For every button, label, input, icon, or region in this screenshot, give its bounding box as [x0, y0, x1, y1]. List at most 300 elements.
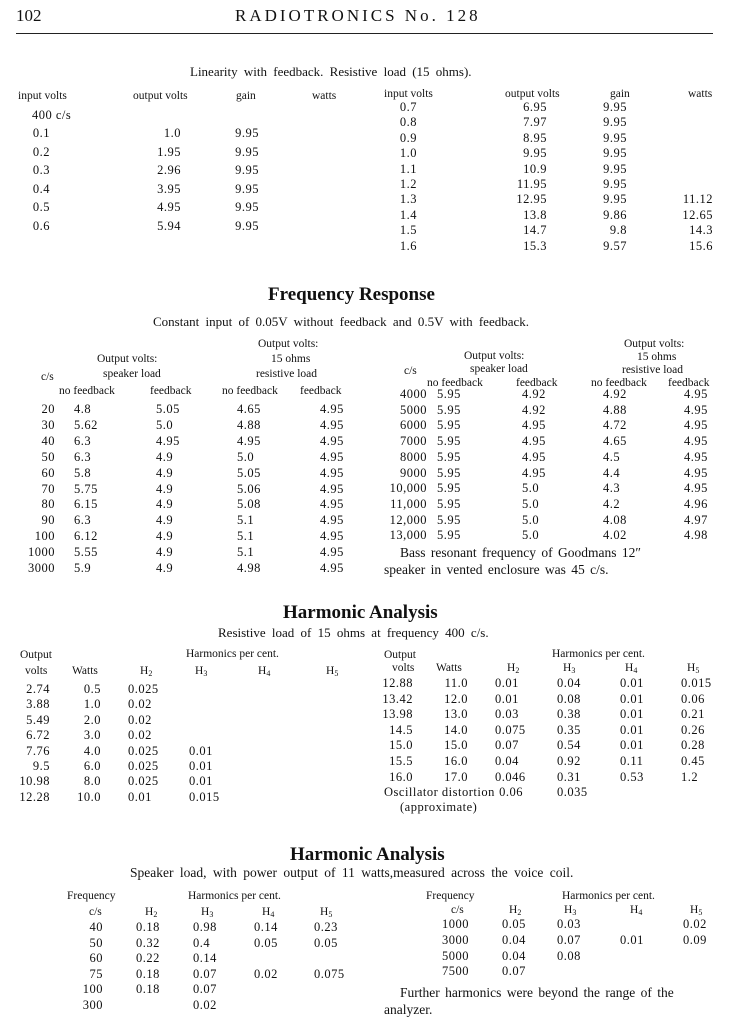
- table-cell: 13,000: [389, 528, 427, 543]
- table-cell: 4.97: [684, 512, 708, 527]
- table-cell: 0.02: [128, 697, 152, 712]
- header-rule: [16, 33, 713, 34]
- table-cell: 6.3: [74, 433, 92, 448]
- table-cell: 0.025: [128, 774, 159, 789]
- table-cell: 0.01: [495, 691, 519, 706]
- table-cell: 9.95: [235, 219, 259, 233]
- table-cell: 11.0: [444, 676, 468, 690]
- table-cell: 0.07: [193, 966, 217, 981]
- table-cell: 12.0: [444, 691, 468, 706]
- table-cell: 0.6: [32, 219, 50, 233]
- table-cell: 0.98: [193, 920, 217, 934]
- table-cell: 0.01: [495, 676, 519, 690]
- header-no-feedback: no feedback: [222, 385, 278, 397]
- table-cell: 16.0: [444, 754, 468, 768]
- table-cell: 5.95: [437, 402, 461, 417]
- table-cell: 75: [89, 966, 103, 981]
- table-cell: 0.09: [683, 932, 707, 947]
- header-output: Output: [20, 649, 52, 661]
- table-cell: 4.65: [603, 434, 627, 449]
- table-cell: 9.57: [603, 238, 627, 253]
- table-cell: 0.075: [314, 966, 345, 981]
- table-cell: 5.95: [437, 465, 461, 480]
- header-h2: $H_2$: [509, 904, 522, 917]
- table-cell: 4.95: [684, 449, 708, 464]
- table-cell: 0.01: [189, 774, 213, 789]
- header-volts: volts: [392, 662, 415, 674]
- table-cell: 5.0: [522, 512, 540, 527]
- table-cell: 5.0: [522, 528, 540, 543]
- table-cell: 4.95: [320, 497, 344, 512]
- table-cell: 4.95: [684, 465, 708, 480]
- col-header-watts: watts: [688, 88, 713, 100]
- table-cell: 0.025: [128, 682, 159, 696]
- table-cell: 5.1: [237, 545, 255, 560]
- table-cell: 5.75: [74, 481, 98, 496]
- table-cell: 1.2: [681, 769, 699, 784]
- header-speaker-load: speaker load: [103, 368, 161, 380]
- header-frequency: Frequency: [67, 890, 116, 902]
- table-cell: 6.3: [74, 449, 92, 464]
- col-header-output-volts: output volts: [133, 90, 188, 102]
- table-cell: 1.5: [399, 223, 417, 238]
- table-cell: 4.92: [522, 387, 546, 401]
- col-header-input-volts: input volts: [18, 90, 67, 102]
- table-cell: 0.35: [557, 722, 581, 737]
- table-cell: 12.65: [682, 207, 713, 222]
- table-cell: 4.95: [320, 529, 344, 544]
- header-cs: c/s: [404, 365, 417, 377]
- table-cell: 50: [89, 935, 103, 950]
- table-cell: 0.38: [557, 707, 581, 722]
- table-cell: 5.95: [437, 387, 461, 401]
- frequency-label: 400 c/s: [32, 108, 72, 122]
- table-cell: 0.04: [557, 676, 581, 690]
- table-cell: 17.0: [444, 769, 468, 784]
- section-title: Harmonic Analysis: [290, 844, 445, 865]
- table-cell: 0.01: [620, 691, 644, 706]
- table-cell: 0.07: [495, 738, 519, 753]
- table-cell: 4.95: [320, 561, 344, 575]
- header-resistive-load: resistive load: [622, 364, 683, 376]
- table-cell: 0.02: [193, 998, 217, 1012]
- table-cell: 0.28: [681, 738, 705, 753]
- header-h2: $H_2$: [145, 906, 158, 919]
- table-cell: 5.05: [237, 465, 261, 480]
- table-cell: 4.9: [156, 481, 174, 496]
- table-cell: 4.3: [603, 481, 621, 496]
- table-cell: 5000: [400, 402, 427, 417]
- section-title: Frequency Response: [268, 284, 435, 305]
- table-cell: 4.95: [522, 449, 546, 464]
- table-cell: 0.015: [681, 676, 712, 690]
- table-cell: 4.8: [74, 402, 92, 416]
- table-cell: 0.05: [314, 935, 338, 950]
- table-cell: 5.49: [26, 712, 50, 727]
- table-cell: 2.74: [26, 682, 50, 696]
- table-cell: 100: [82, 982, 103, 997]
- table-cell: 4.0: [83, 743, 101, 758]
- table-cell: 0.14: [193, 951, 217, 966]
- header-15-ohms: 15 ohms: [637, 351, 677, 363]
- header-feedback: feedback: [150, 385, 192, 397]
- table-cell: 9.95: [603, 177, 627, 191]
- table-cell: 4.95: [237, 433, 261, 448]
- table-cell: 0.18: [136, 966, 160, 981]
- table-cell: 10.0: [77, 789, 101, 804]
- table-cell: 1.3: [399, 192, 417, 207]
- table-cell: 70: [41, 481, 55, 496]
- table-cell: 11.95: [516, 177, 547, 191]
- table-cell: 0.18: [136, 982, 160, 997]
- table-cell: 9.95: [603, 192, 627, 207]
- table-cell: 80: [41, 497, 55, 512]
- table-cell: 5.94: [157, 219, 181, 233]
- table-cell: 0.4: [193, 935, 211, 950]
- header-frequency: Frequency: [426, 890, 475, 902]
- header-h3: $H_3$: [564, 904, 577, 917]
- table-cell: 14.3: [689, 223, 713, 238]
- table-cell: 5.0: [156, 417, 174, 432]
- header-speaker-load: speaker load: [470, 363, 528, 375]
- table-cell: 4000: [400, 387, 427, 401]
- table-cell: 40: [89, 920, 103, 934]
- table-cell: 5.0: [237, 449, 255, 464]
- table-cell: 9.95: [603, 161, 627, 176]
- table-cell: 4.65: [237, 402, 261, 416]
- table-cell: 4.95: [522, 465, 546, 480]
- table-cell: 4.95: [320, 513, 344, 528]
- table-cell: 12.88: [382, 676, 413, 690]
- table-cell: 12.28: [19, 789, 50, 804]
- table-cell: 5.62: [74, 417, 98, 432]
- table-cell: 13.42: [382, 691, 413, 706]
- further-harmonics-note: Further harmonics were beyond the range of the: [400, 985, 674, 1000]
- table-cell: 60: [89, 951, 103, 966]
- header-no-feedback: no feedback: [59, 385, 115, 397]
- table-cell: 13.0: [444, 707, 468, 722]
- table-cell: 0.015: [189, 789, 220, 804]
- table-cell: 50: [41, 449, 55, 464]
- table-cell: 5.95: [437, 481, 461, 496]
- table-cell: 6.12: [74, 529, 98, 544]
- table-cell: 9.95: [523, 146, 547, 161]
- header-no-feedback: no feedback: [591, 377, 647, 389]
- table-cell: 11,000: [390, 496, 427, 511]
- header-h4: $H_4$: [630, 904, 643, 917]
- table-cell: 10,000: [389, 481, 427, 496]
- header-h4: $H_4$: [258, 665, 271, 678]
- table-cell: 4.92: [522, 402, 546, 417]
- header-harmonics: Harmonics per cent.: [562, 890, 655, 902]
- table-cell: 1000: [442, 917, 469, 931]
- table-cell: 5.1: [237, 513, 255, 528]
- table-cell: 0.23: [314, 920, 338, 934]
- table-cell: 5000: [442, 948, 469, 963]
- header-output-volts: Output volts:: [258, 338, 319, 350]
- header-cs: c/s: [89, 906, 102, 918]
- table-cell: 0.02: [683, 917, 707, 931]
- oscillator-approximate: (approximate): [400, 800, 478, 814]
- table-cell: 7.76: [26, 743, 50, 758]
- journal-header: RADIOTRONICS No. 128: [235, 6, 481, 25]
- header-h4: $H_4$: [262, 906, 275, 919]
- table-cell: 9.95: [603, 130, 627, 145]
- table-cell: 5.06: [237, 481, 261, 496]
- table-cell: 6.15: [74, 497, 98, 512]
- table-cell: 0.025: [128, 759, 159, 773]
- header-harmonics: Harmonics per cent.: [188, 890, 281, 902]
- table-cell: 4.95: [522, 434, 546, 449]
- table-cell: 0.3: [32, 163, 50, 178]
- table-cell: 4.9: [156, 497, 174, 512]
- col-header-gain: gain: [610, 88, 630, 100]
- table-cell: 4.95: [684, 434, 708, 449]
- table-cell: 4.5: [603, 449, 621, 464]
- table-cell: 6.3: [74, 513, 92, 528]
- table-cell: 10.9: [523, 161, 547, 176]
- header-output: Output: [384, 649, 416, 661]
- table-cell: 15.0: [389, 738, 413, 753]
- table-cell: 6.95: [523, 100, 547, 114]
- table-cell: 9.5: [32, 759, 50, 773]
- table-cell: 4.95: [320, 417, 344, 432]
- table-cell: 0.14: [254, 920, 278, 934]
- table-cell: 5.1: [237, 529, 255, 544]
- col-header-gain: gain: [236, 90, 256, 102]
- table-cell: 0.5: [83, 682, 101, 696]
- table-cell: 9.95: [235, 126, 259, 140]
- header-h3: $H_3$: [201, 906, 214, 919]
- table-cell: 5.08: [237, 497, 261, 512]
- table-cell: 4.95: [320, 402, 344, 416]
- table-cell: 1.2: [399, 177, 417, 191]
- table-cell: 40: [41, 433, 55, 448]
- table-cell: 4.95: [684, 387, 708, 401]
- col-header-output-volts: output volts: [505, 88, 560, 100]
- table-cell: 3000: [28, 561, 55, 575]
- table-cell: 0.18: [136, 920, 160, 934]
- table-cell: 9.95: [235, 163, 259, 178]
- table-cell: 4.92: [603, 387, 627, 401]
- table-cell: 5.95: [437, 418, 461, 433]
- table-cell: 5.0: [522, 496, 540, 511]
- header-cs: c/s: [451, 904, 464, 916]
- table-cell: 0.04: [495, 754, 519, 768]
- table-cell: 16.0: [389, 769, 413, 784]
- table-cell: 0.7: [399, 100, 417, 114]
- header-watts: Watts: [72, 665, 98, 677]
- table-cell: 5.55: [74, 545, 98, 560]
- table-cell: 1.95: [157, 144, 181, 159]
- table-cell: 0.05: [502, 917, 526, 931]
- table-cell: 7500: [442, 964, 469, 979]
- table-cell: 0.8: [399, 115, 417, 130]
- header-harmonics: Harmonics per cent.: [552, 648, 645, 660]
- table-cell: 0.07: [193, 982, 217, 997]
- table-cell: 4.9: [156, 465, 174, 480]
- table-cell: 0.54: [557, 738, 581, 753]
- table-cell: 4.08: [603, 512, 627, 527]
- table-cell: 8000: [400, 449, 427, 464]
- header-h3: $H_3$: [563, 662, 576, 675]
- header-15-ohms: 15 ohms: [271, 353, 311, 365]
- table-cell: 1.0: [83, 697, 101, 712]
- table-cell: 5.0: [522, 481, 540, 496]
- table-cell: 1.0: [399, 146, 417, 161]
- table-cell: 9.95: [235, 144, 259, 159]
- table-cell: 0.046: [495, 769, 526, 784]
- table-cell: 4.96: [684, 496, 708, 511]
- header-feedback: feedback: [300, 385, 342, 397]
- table-cell: 5.95: [437, 496, 461, 511]
- table-cell: 100: [34, 529, 55, 544]
- table-cell: 7.97: [523, 115, 547, 130]
- table-cell: 0.08: [557, 948, 581, 963]
- table-cell: 4.2: [603, 496, 621, 511]
- header-h2: $H_2$: [507, 662, 520, 675]
- table-cell: 6000: [400, 418, 427, 433]
- table-cell: 9.95: [235, 181, 259, 196]
- table-cell: 5.95: [437, 528, 461, 543]
- table-cell: 4.9: [156, 529, 174, 544]
- table-cell: 5.95: [437, 434, 461, 449]
- header-no-feedback: no feedback: [427, 377, 483, 389]
- table-cell: 0.04: [502, 948, 526, 963]
- table-cell: 2.0: [83, 712, 101, 727]
- header-output-volts: Output volts:: [464, 350, 525, 362]
- table-cell: 4.88: [237, 417, 261, 432]
- table-cell: 0.04: [502, 932, 526, 947]
- table-cell: 1.0: [163, 126, 181, 140]
- table-cell: 4.95: [320, 465, 344, 480]
- header-watts: Watts: [436, 662, 462, 674]
- table-cell: 14.7: [523, 223, 547, 238]
- further-harmonics-note-cont: analyzer.: [384, 1002, 433, 1017]
- table-cell: 8.0: [83, 774, 101, 789]
- table-cell: 4.95: [320, 449, 344, 464]
- table-cell: 0.06: [681, 691, 705, 706]
- table-cell: 9.95: [603, 115, 627, 130]
- table-cell: 0.01: [189, 743, 213, 758]
- table-cell: 15.3: [523, 238, 547, 253]
- header-volts: volts: [25, 665, 48, 677]
- table-cell: 4.95: [522, 418, 546, 433]
- table-cell: 4.9: [156, 561, 174, 575]
- table-cell: 0.92: [557, 754, 581, 768]
- table-cell: 90: [41, 513, 55, 528]
- table-cell: 8.95: [523, 130, 547, 145]
- table-cell: 4.4: [603, 465, 621, 480]
- header-output-volts: Output volts:: [624, 338, 685, 350]
- table-cell: 0.2: [32, 144, 50, 159]
- table-cell: 0.02: [128, 712, 152, 727]
- col-header-input-volts: input volts: [384, 88, 433, 100]
- table-cell: 1000: [28, 545, 55, 560]
- header-h5: $H_5$: [326, 665, 339, 678]
- table-cell: 0.01: [620, 722, 644, 737]
- table-cell: 0.075: [495, 722, 526, 737]
- section-subtitle: Speaker load, with power output of 11 watts,measured across the voice coil.: [130, 865, 574, 880]
- table-cell: 300: [82, 998, 103, 1012]
- table-cell: 0.01: [128, 789, 152, 804]
- table-cell: 12,000: [389, 512, 427, 527]
- table-cell: 0.11: [620, 754, 644, 768]
- table-cell: 15.5: [389, 754, 413, 768]
- table-cell: 4.9: [156, 513, 174, 528]
- table-cell: 0.01: [620, 738, 644, 753]
- header-h3: $H_3$: [195, 665, 208, 678]
- page-number: 102: [16, 6, 42, 25]
- table-cell: 0.05: [254, 935, 278, 950]
- oscillator-distortion-label: Oscillator distortion: [384, 785, 495, 799]
- table-cell: 13.8: [523, 207, 547, 222]
- header-h5: $H_5$: [320, 906, 333, 919]
- col-header-watts: watts: [312, 90, 337, 102]
- header-resistive-load: resistive load: [256, 368, 317, 380]
- table-cell: 4.95: [320, 481, 344, 496]
- table-cell: 0.5: [32, 200, 50, 215]
- header-h2: $H_2$: [140, 665, 153, 678]
- table-cell: 0.07: [557, 932, 581, 947]
- table-cell: 0.01: [620, 932, 644, 947]
- table-cell: 4.9: [156, 545, 174, 560]
- table-cell: 2.96: [157, 163, 181, 178]
- table-cell: 9.95: [603, 146, 627, 161]
- table-cell: 5.8: [74, 465, 92, 480]
- table-cell: 4.95: [157, 200, 181, 215]
- table-cell: 10.98: [19, 774, 50, 789]
- table-cell: 5.95: [437, 449, 461, 464]
- header-h4: $H_4$: [625, 662, 638, 675]
- table-cell: 9000: [400, 465, 427, 480]
- table-cell: 12.95: [516, 192, 547, 207]
- table-cell: 4.98: [684, 528, 708, 543]
- bass-resonance-note: Bass resonant frequency of Goodmans 12″: [400, 545, 641, 560]
- table-cell: 7000: [400, 434, 427, 449]
- table-cell: 4.95: [684, 481, 708, 496]
- table-cell: 0.01: [620, 707, 644, 722]
- table-cell: 0.4: [32, 181, 50, 196]
- table-cell: 4.95: [684, 402, 708, 417]
- table-cell: 0.22: [136, 951, 160, 966]
- table-cell: 4.9: [156, 449, 174, 464]
- table-cell: 15.6: [689, 238, 713, 253]
- header-output-volts: Output volts:: [97, 353, 158, 365]
- table-cell: 0.08: [557, 691, 581, 706]
- oscillator-distortion-h3: 0.035: [557, 785, 588, 799]
- table-cell: 0.01: [620, 676, 644, 690]
- table-cell: 0.03: [557, 917, 581, 931]
- table-cell: 0.9: [399, 130, 417, 145]
- table-cell: 0.26: [681, 722, 705, 737]
- table-cell: 20: [41, 402, 55, 416]
- table-cell: 15.0: [444, 738, 468, 753]
- header-harmonics: Harmonics per cent.: [186, 648, 279, 660]
- table-cell: 9.95: [603, 100, 627, 114]
- section-subtitle: Resistive load of 15 ohms at frequency 400 c/s.: [218, 625, 489, 640]
- table-cell: 0.32: [136, 935, 160, 950]
- table-cell: 3000: [442, 932, 469, 947]
- header-h5: $H_5$: [687, 662, 700, 675]
- table-cell: 4.95: [320, 545, 344, 560]
- table-cell: 9.95: [235, 200, 259, 215]
- table-cell: 0.02: [128, 728, 152, 743]
- table-cell: 14.5: [389, 722, 413, 737]
- table-cell: 13.98: [382, 707, 413, 722]
- table-cell: 4.02: [603, 528, 627, 543]
- table-cell: 3.95: [157, 181, 181, 196]
